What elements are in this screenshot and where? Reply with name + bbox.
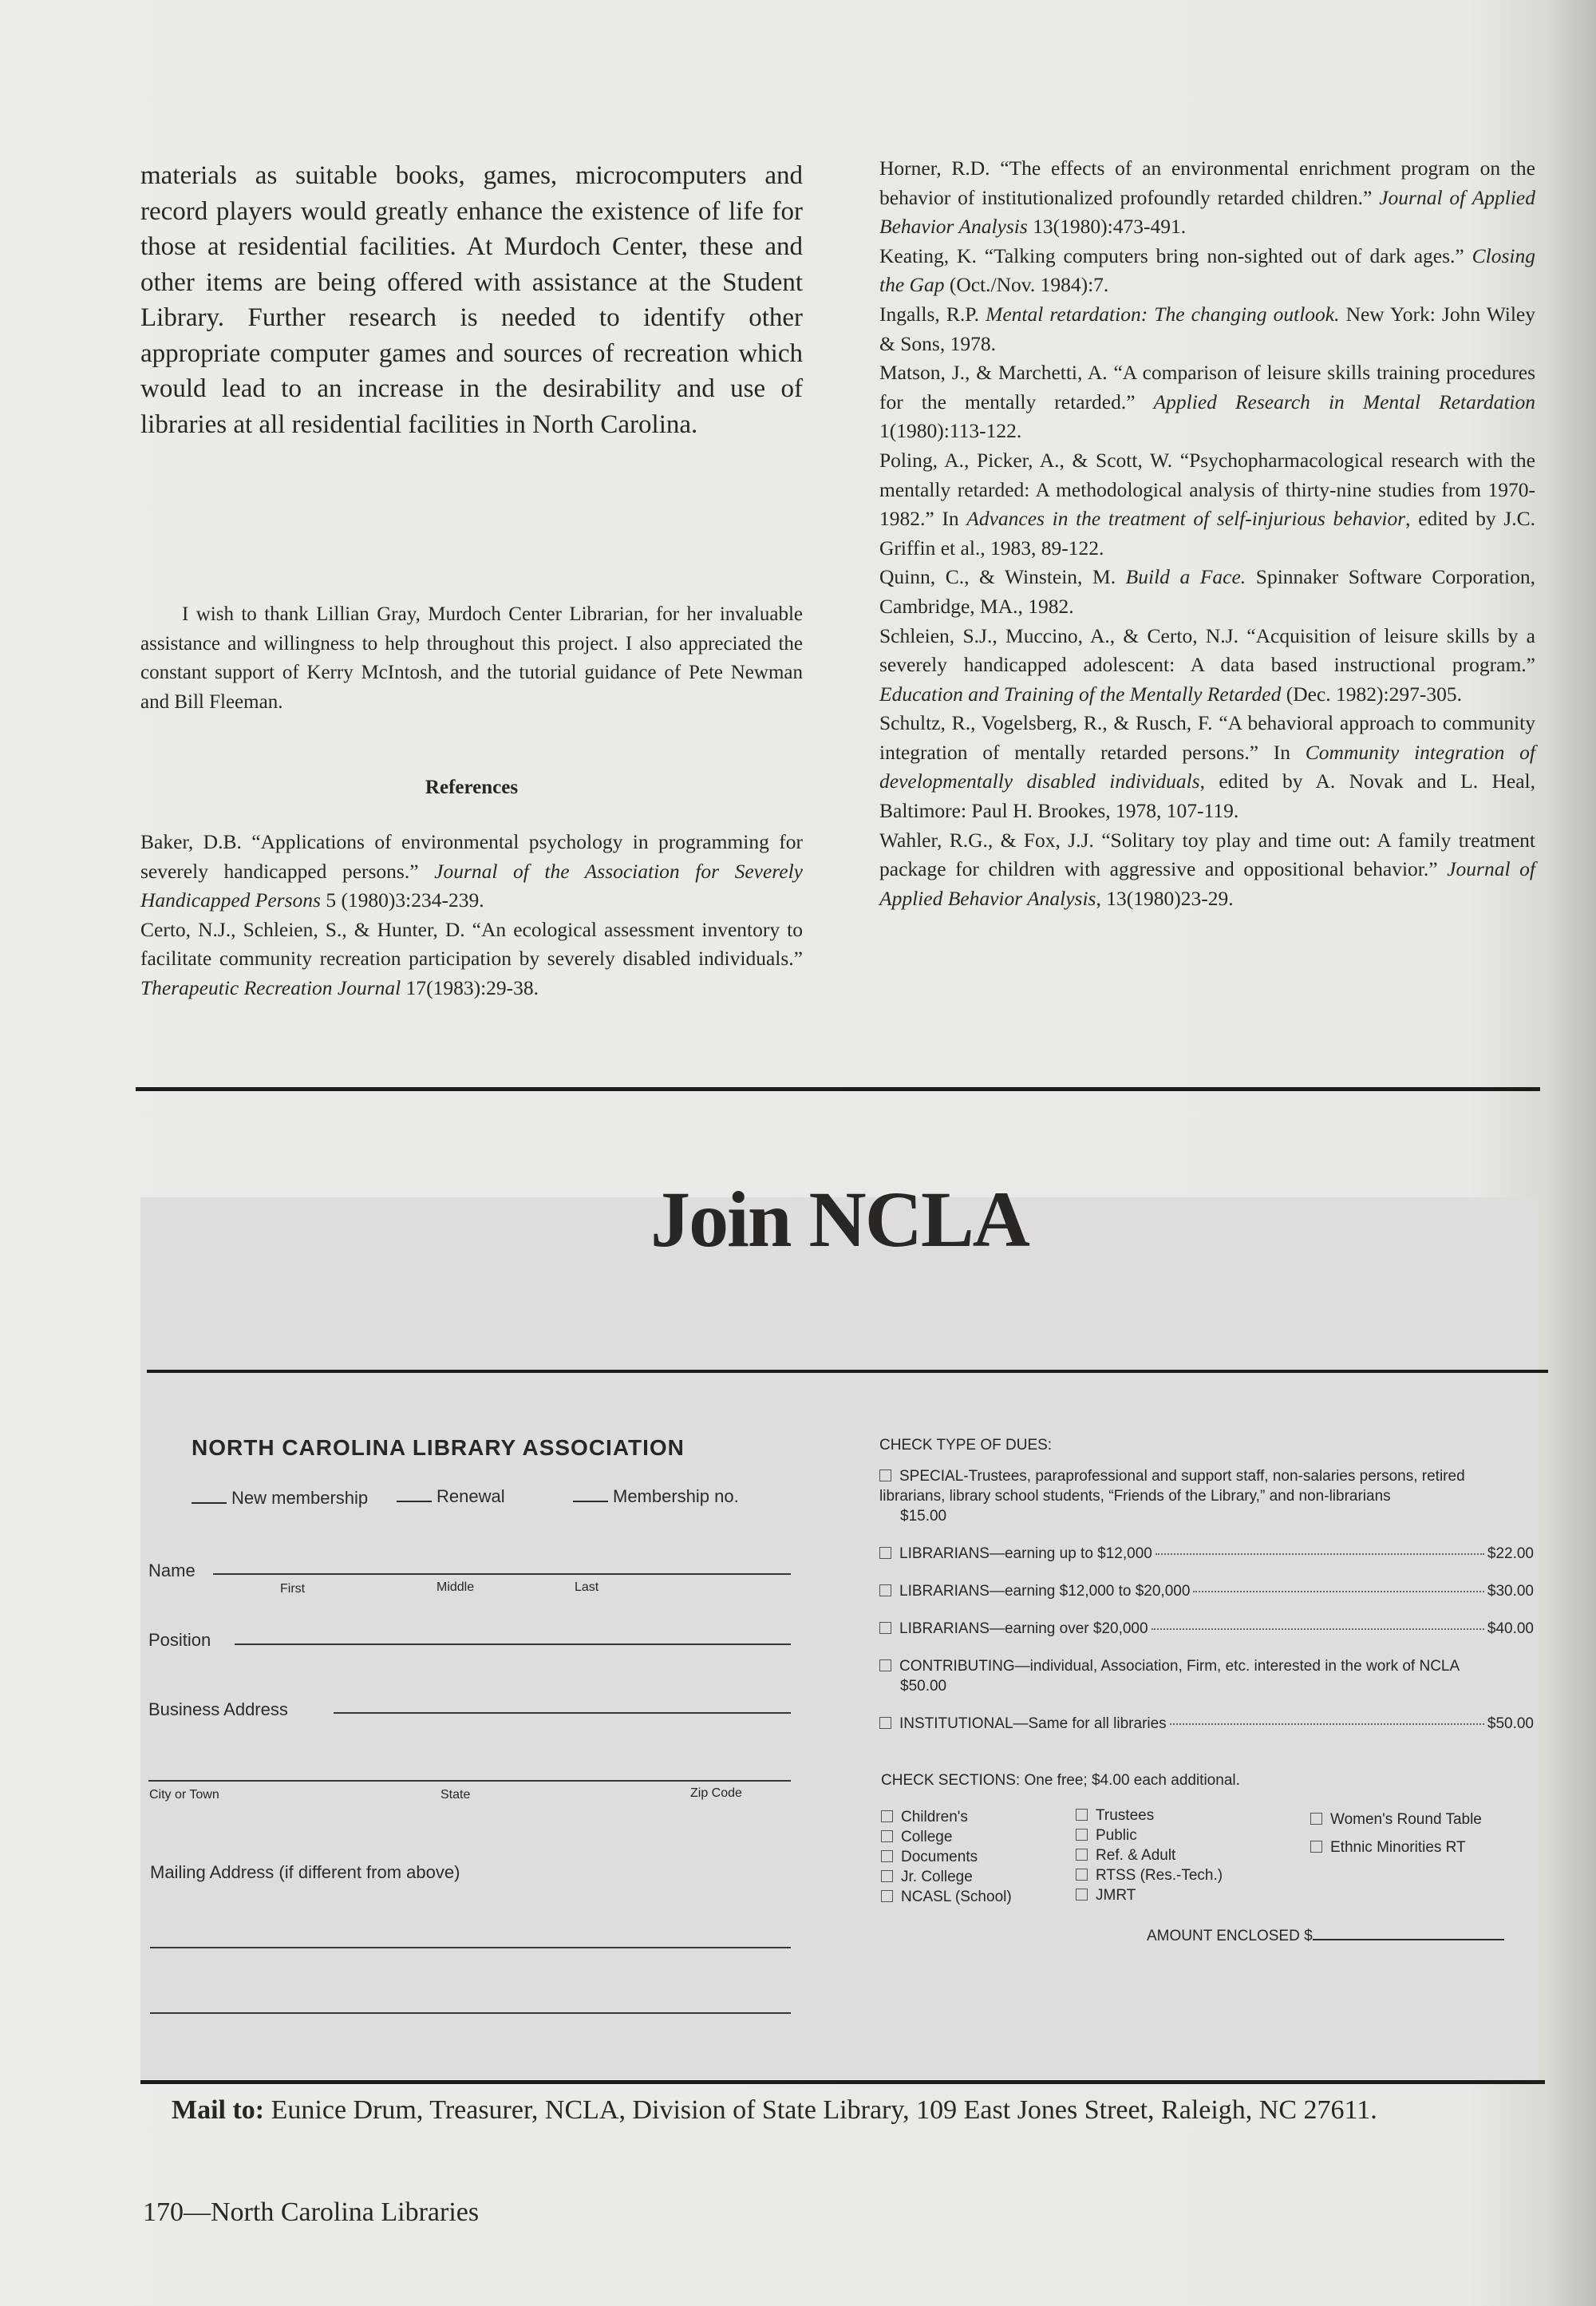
section-option[interactable] [881,1887,1012,1907]
position-label: Position [148,1630,211,1650]
reference-pre: Matson, J., & Marchetti, A. “A comparison of leisure skills training procedures for the mentally retarded.” [879,361,1535,413]
dues-title: CHECK TYPE OF DUES: [879,1437,1053,1454]
section-option[interactable] [1076,1865,1223,1885]
checkbox[interactable] [1076,1809,1088,1821]
section-option[interactable] [1076,1806,1223,1825]
business-address-field[interactable] [334,1712,791,1714]
section-label: Documents [901,1849,978,1865]
section-label: Women's Round Table [1330,1811,1482,1828]
association-name: NORTH CAROLINA LIBRARY ASSOCIATION [192,1435,685,1460]
amount-label: AMOUNT ENCLOSED $ [1147,1928,1313,1944]
checkbox[interactable] [879,1469,891,1481]
checkbox[interactable] [1076,1869,1088,1881]
dues-label: CONTRIBUTING—individual, Association, Firm, etc. interested in the work of NCLA [899,1658,1460,1675]
dot-leader [1156,1553,1484,1555]
section-label: College [901,1829,953,1845]
section-option[interactable] [881,1847,1012,1867]
reference-ital: Build a Face. [1125,565,1246,589]
reference-post: 5 (1980)3:234-239. [320,888,484,912]
reference-ital: Mental retardation: The changing outlook. [986,302,1340,326]
references-left-column [140,828,803,1003]
checkbox[interactable] [1310,1841,1322,1853]
reference-pre: Poling, A., Picker, A., & Scott, W. “Psychopharmacological research with the mentally retarded: A methodological analysis of thirty-nine studies from 1970-1982.” In [879,448,1535,531]
dues-option[interactable] [879,1466,1534,1526]
sections-column-1 [881,1807,1012,1907]
section-option[interactable] [1076,1845,1223,1865]
reference-ital: Journal of Applied Behavior Analysis [879,185,1536,239]
checkbox[interactable] [879,1659,891,1671]
join-ncla-title: Join NCLA [650,1175,1029,1264]
reference-entry [140,916,803,1003]
reference-entry [879,358,1535,446]
dues-label: LIBRARIANS—earning up to $12,000 [899,1545,1152,1562]
dues-option[interactable] [879,1619,1534,1639]
dot-leader [1152,1628,1484,1630]
section-option[interactable] [1076,1885,1223,1905]
reference-entry [879,242,1535,300]
section-label: RTSS (Res.-Tech.) [1096,1867,1223,1884]
checkbox[interactable] [1076,1849,1088,1861]
dues-price: $50.00 [1487,1715,1534,1732]
reference-pre: Keating, K. “Talking computers bring non-sighted out of dark ages.” [879,243,1472,267]
dues-label: LIBRARIANS—earning over $20,000 [899,1620,1148,1637]
dues-option[interactable] [879,1714,1534,1734]
section-option[interactable] [881,1807,1012,1827]
reference-post: , edited by J.C. Griffin et al., 1983, 89-122. [879,507,1535,560]
name-field[interactable] [213,1573,791,1575]
section-label: Children's [901,1809,968,1825]
reference-entry [879,446,1535,563]
reference-post: 1(1980):113-122. [879,419,1022,443]
dues-price: $30.00 [1487,1583,1534,1600]
first-label: First [280,1582,306,1596]
reference-post: (Oct./Nov. 1984):7. [944,273,1109,297]
reference-pre: Ingalls, R.P. [879,302,986,326]
reference-entry [879,709,1535,825]
section-option[interactable] [881,1827,1012,1847]
top-divider [136,1087,1540,1091]
section-label: NCASL (School) [901,1889,1012,1905]
position-field[interactable] [235,1643,791,1645]
mailing-address-field[interactable] [150,1947,791,1948]
business-address-label: Business Address [148,1699,288,1719]
dues-price: $40.00 [1487,1620,1534,1637]
reference-pre: Wahler, R.G., & Fox, J.J. “Solitary toy play and time out: A family treatment package for children with aggressive and oppositional behavior.” [879,828,1535,881]
state-label: State [440,1788,471,1802]
checkbox[interactable] [1310,1813,1322,1825]
zip-label: Zip Code [690,1786,742,1800]
reference-entry [879,300,1535,358]
form-bottom-divider [140,2080,1545,2084]
dot-leader [1170,1723,1484,1725]
checkbox[interactable] [881,1850,893,1862]
dues-option[interactable] [879,1581,1534,1601]
reference-entry [879,563,1535,621]
acknowledgement-text: I wish to thank Lillian Gray, Murdoch Center Librarian, for her invaluable assistance and willingness to help throughout this project. I also appreciated the constant support of Kerry McIntosh, and the tutorial guidance of Pete Newman and Bill Fleeman. [140,603,803,713]
membership-type-row [192,1488,368,1509]
reference-entry [879,826,1535,914]
reference-ital: Therapeutic Recreation Journal [140,975,401,999]
amount-enclosed [1147,1928,1504,1945]
reference-ital: Journal of Applied Behavior Analysis [879,857,1535,910]
reference-post: New York: John Wiley & Sons, 1978. [879,302,1535,355]
sections-title: CHECK SECTIONS: One free; $4.00 each additional. [881,1772,1240,1789]
name-label: Name [148,1560,196,1580]
membership-no-option[interactable] [573,1486,739,1507]
reference-post: , 13(1980)23-29. [1096,886,1234,910]
middle-label: Middle [437,1580,475,1594]
sections-column-3 [1310,1806,1482,1861]
checkbox[interactable] [1076,1889,1088,1901]
dues-price: $15.00 [900,1508,947,1525]
reference-pre: Schleien, S.J., Muccino, A., & Certo, N.J. “Acquisition of leisure skills by a severely handicapped adolescent: A data based instructional program.” [879,623,1535,677]
mail-to [172,2091,1528,2129]
reference-post: , edited by A. Novak and L. Heal, Baltimore: Paul H. Brookes, 1978, 107-119. [879,769,1535,823]
dues-label: SPECIAL-Trustees, paraprofessional and support staff, non-salaries persons, retired librarians, library school students, “Friends of the Library,” and non-librarians [879,1468,1465,1505]
page-footer: 170—North Carolina Libraries [143,2197,480,2227]
reference-entry [140,828,803,916]
reference-ital: Applied Research in Mental Retardation [1153,390,1536,413]
dues-option[interactable] [879,1656,1534,1696]
section-label: JMRT [1096,1887,1136,1904]
dues-price: $50.00 [900,1678,947,1695]
checkbox[interactable] [879,1622,891,1634]
references-heading: References [425,777,519,798]
reference-post: 17(1983):29-38. [401,975,539,999]
dues-list [879,1466,1534,1751]
section-label: Ref. & Adult [1096,1847,1176,1864]
checkbox[interactable] [879,1547,891,1559]
amount-field[interactable] [1313,1939,1504,1940]
mail-to-label: Mail to: [172,2095,265,2125]
sections-column-2 [1076,1806,1223,1905]
checkbox[interactable] [881,1810,893,1822]
checkbox[interactable] [879,1584,891,1596]
option-label: Renewal [437,1486,505,1506]
dues-price: $22.00 [1487,1545,1534,1562]
section-label: Trustees [1096,1807,1155,1824]
dues-label: LIBRARIANS—earning $12,000 to $20,000 [899,1583,1191,1600]
section-option[interactable] [881,1867,1012,1887]
reference-ital: Education and Training of the Mentally Retarded [879,682,1282,706]
reference-ital: Community integration of developmentally disabled individuals [879,740,1535,793]
dues-label: INSTITUTIONAL—Same for all libraries [899,1715,1167,1732]
last-label: Last [575,1580,599,1594]
section-option[interactable] [1076,1825,1223,1845]
reference-pre: Schultz, R., Vogelsberg, R., & Rusch, F. “A behavioral approach to community integration of mentally retarded persons.” In [879,711,1535,764]
section-label: Jr. College [901,1869,973,1885]
checkbox[interactable] [881,1890,893,1902]
mailing-address-line-2[interactable] [150,2012,791,2014]
reference-ital: Journal of the Association for Severely Handicapped Persons [140,859,803,912]
body-paragraph: materials as suitable books, games, microcomputers and record players would greatly enhance the existence of life for those at residential facilities. At Murdoch Center, these and other items are being offered with assistance at the Student Library. Further research is needed to identify other appropriate computer games and sources of recreation which would lead to an increase in the desirability and use of libraries at all residential facilities in North Carolina. [140,161,803,439]
mailing-address-label: Mailing Address (if different from above) [150,1862,460,1882]
reference-post: Spinnaker Software Corporation, Cambridge, MA., 1982. [879,565,1535,618]
section-label: Ethnic Minorities RT [1330,1839,1466,1856]
acknowledgement [140,600,803,717]
business-address-line-2[interactable] [148,1780,791,1782]
new-membership-option[interactable] [192,1488,368,1508]
reference-pre: Horner, R.D. “The effects of an environmental enrichment program on the behavior of institutionalized profoundly retarded children.” [879,156,1535,209]
section-option[interactable] [1310,1806,1482,1833]
city-label: City or Town [149,1788,219,1802]
mail-to-address: Eunice Drum, Treasurer, NCLA, Division of State Library, 109 East Jones Street, Raleigh, NC 27611. [271,2095,1377,2125]
reference-entry [879,154,1535,242]
dues-option[interactable] [879,1544,1534,1564]
checkbox[interactable] [1076,1829,1088,1841]
reference-entry [879,622,1535,710]
reference-ital: Advances in the treatment of self-injurious behavior [966,507,1406,531]
reference-post: (Dec. 1982):297-305. [1281,682,1462,706]
checkbox[interactable] [879,1717,891,1729]
checkbox[interactable] [881,1830,893,1842]
option-label: Membership no. [613,1486,739,1506]
section-option[interactable] [1310,1833,1482,1861]
reference-pre: Certo, N.J., Schleien, S., & Hunter, D. “An ecological assessment inventory to facilitate community recreation participation by severely disabled individuals.” [140,917,803,971]
reference-ital: Closing the Gap [879,243,1535,297]
checkbox[interactable] [881,1870,893,1882]
reference-post: 13(1980):473-491. [1027,215,1187,239]
references-right-column [879,154,1535,913]
option-label: New membership [231,1488,369,1508]
renewal-option[interactable] [397,1486,505,1507]
dot-leader [1193,1591,1483,1592]
form-top-divider [147,1370,1548,1373]
reference-pre: Baker, D.B. “Applications of environmental psychology in programming for severely handicapped persons.” [140,830,803,883]
reference-pre: Quinn, C., & Winstein, M. [879,565,1126,589]
section-label: Public [1096,1827,1137,1844]
